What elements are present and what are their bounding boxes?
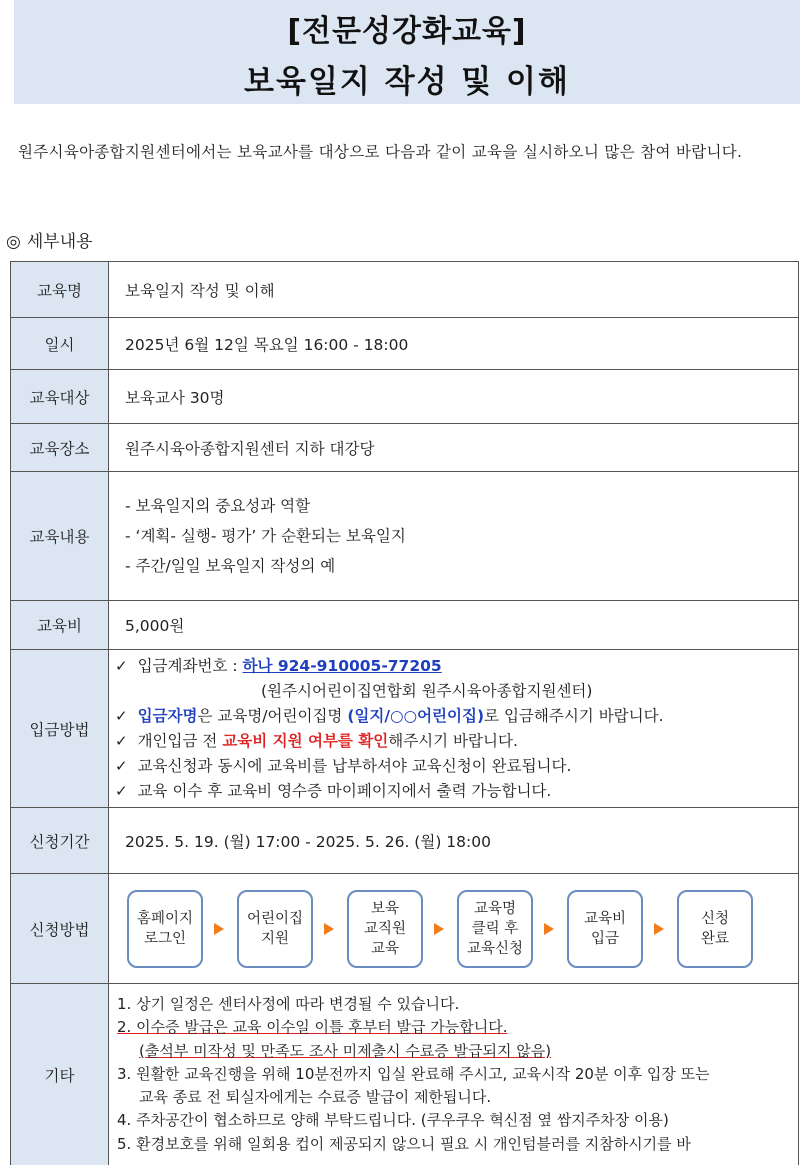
course-target: 보육교사 30명 bbox=[109, 370, 799, 424]
detail-table bbox=[10, 261, 799, 1165]
row-label: 기타 bbox=[11, 984, 109, 1165]
list-item: - 보육일지의 중요성과 역할 bbox=[125, 497, 311, 515]
table-row bbox=[11, 874, 799, 984]
etc-notes bbox=[109, 984, 799, 1165]
title-banner bbox=[14, 0, 800, 104]
page-title: 보육일지 작성 및 이해 bbox=[244, 64, 570, 100]
list-item: ✓ 교육 이수 후 교육비 영수증 마이페이지에서 출력 가능합니다. bbox=[115, 781, 552, 800]
list-item: - ‘계획- 실행- 평가’ 가 순환되는 보육일지 bbox=[125, 527, 406, 545]
section-heading bbox=[6, 227, 93, 252]
list-item: 5. 환경보호를 위해 일회용 컵이 제공되지 않으니 필요 시 개인텀블러를 지참하시기를 바 bbox=[117, 1134, 691, 1153]
step-course-apply: 교육명 클릭 후 교육신청 bbox=[457, 890, 533, 968]
arrow-right-icon bbox=[544, 923, 554, 935]
step-daycare-support: 어린이집 지원 bbox=[237, 890, 313, 968]
row-label: 교육내용 bbox=[11, 472, 109, 601]
application-period: 2025. 5. 19. (월) 17:00 - 2025. 5. 26. (월) 18:00 bbox=[109, 808, 799, 874]
arrow-right-icon bbox=[434, 923, 444, 935]
step-homepage-login: 홈페이지 로그인 bbox=[127, 890, 203, 968]
list-item: ✓ 입금계좌번호 : 하나 924-910005-77205 bbox=[115, 656, 442, 675]
table-row bbox=[11, 650, 799, 808]
check-icon: ✓ bbox=[115, 731, 128, 750]
course-fee: 5,000원 bbox=[109, 601, 799, 650]
table-row bbox=[11, 808, 799, 874]
table-row bbox=[11, 318, 799, 370]
double-circle-icon: ◎ bbox=[6, 232, 21, 252]
payment-info bbox=[109, 650, 799, 808]
step-fee-deposit: 교육비 입금 bbox=[567, 890, 643, 968]
table-row bbox=[11, 262, 799, 318]
list-item: - 주간/일일 보육일지 작성의 예 bbox=[125, 557, 336, 575]
arrow-right-icon bbox=[324, 923, 334, 935]
list-item: (출석부 미작성 및 만족도 조사 미제출시 수료증 발급되지 않음) bbox=[139, 1041, 552, 1060]
section-label: 세부내용 bbox=[26, 232, 93, 252]
list-item: ✓ 개인입금 전 교육비 지원 여부를 확인해주시기 바랍니다. bbox=[115, 731, 518, 750]
title-category: [전문성강화교육] bbox=[287, 14, 527, 49]
row-label: 신청기간 bbox=[11, 808, 109, 874]
step-flow bbox=[109, 890, 798, 968]
row-label: 교육명 bbox=[11, 262, 109, 318]
table-row bbox=[11, 424, 799, 472]
intro-text: 원주시육아종합지원센터에서는 보육교사를 대상으로 다음과 같이 교육을 실시하오니 많은 참여 바랍니다. bbox=[18, 143, 743, 161]
step-staff-education: 보육 교직원 교육 bbox=[347, 890, 423, 968]
list-item: ✓ 입금자명은 교육명/어린이집명 (일지/○○어린이집)로 입금해주시기 바랍니다. bbox=[115, 706, 664, 725]
check-icon: ✓ bbox=[115, 656, 128, 675]
step-complete: 신청 완료 bbox=[677, 890, 753, 968]
list-item: 1. 상기 일정은 센터사정에 따라 변경될 수 있습니다. bbox=[117, 994, 460, 1013]
application-steps bbox=[109, 874, 799, 984]
arrow-right-icon bbox=[214, 923, 224, 935]
list-item: ✓ 교육신청과 동시에 교육비를 납부하셔야 교육신청이 완료됩니다. bbox=[115, 756, 572, 775]
table-row bbox=[11, 601, 799, 650]
row-label: 입금방법 bbox=[11, 650, 109, 808]
table-row bbox=[11, 984, 799, 1165]
table-row bbox=[11, 472, 799, 601]
course-content bbox=[109, 472, 799, 601]
course-name: 보육일지 작성 및 이해 bbox=[109, 262, 799, 318]
check-icon: ✓ bbox=[115, 781, 128, 800]
account-number-link[interactable]: 하나 924-910005-77205 bbox=[242, 656, 442, 675]
row-label: 일시 bbox=[11, 318, 109, 370]
course-place: 원주시육아종합지원센터 지하 대강당 bbox=[109, 424, 799, 472]
list-item: 3. 원활한 교육진행을 위해 10분전까지 입실 완료해 주시고, 교육시작 20분 이후 입장 또는 bbox=[117, 1064, 710, 1083]
row-label: 교육대상 bbox=[11, 370, 109, 424]
list-item: 교육 종료 전 퇴실자에게는 수료증 발급이 제한됩니다. bbox=[139, 1088, 492, 1107]
row-label: 신청방법 bbox=[11, 874, 109, 984]
check-icon: ✓ bbox=[115, 756, 128, 775]
arrow-right-icon bbox=[654, 923, 664, 935]
table-row bbox=[11, 370, 799, 424]
row-label: 교육비 bbox=[11, 601, 109, 650]
list-item: 4. 주차공간이 협소하므로 양해 부탁드립니다. (쿠우쿠우 혁신점 옆 쌈지주차장 이용) bbox=[117, 1111, 669, 1130]
check-icon: ✓ bbox=[115, 706, 128, 725]
row-label: 교육장소 bbox=[11, 424, 109, 472]
account-holder: (원주시어린이집연합회 원주시육아종합지원센터) bbox=[261, 681, 593, 700]
list-item: 2. 이수증 발급은 교육 이수일 이틀 후부터 발급 가능합니다. bbox=[117, 1018, 508, 1037]
course-datetime: 2025년 6월 12일 목요일 16:00 - 18:00 bbox=[109, 318, 799, 370]
